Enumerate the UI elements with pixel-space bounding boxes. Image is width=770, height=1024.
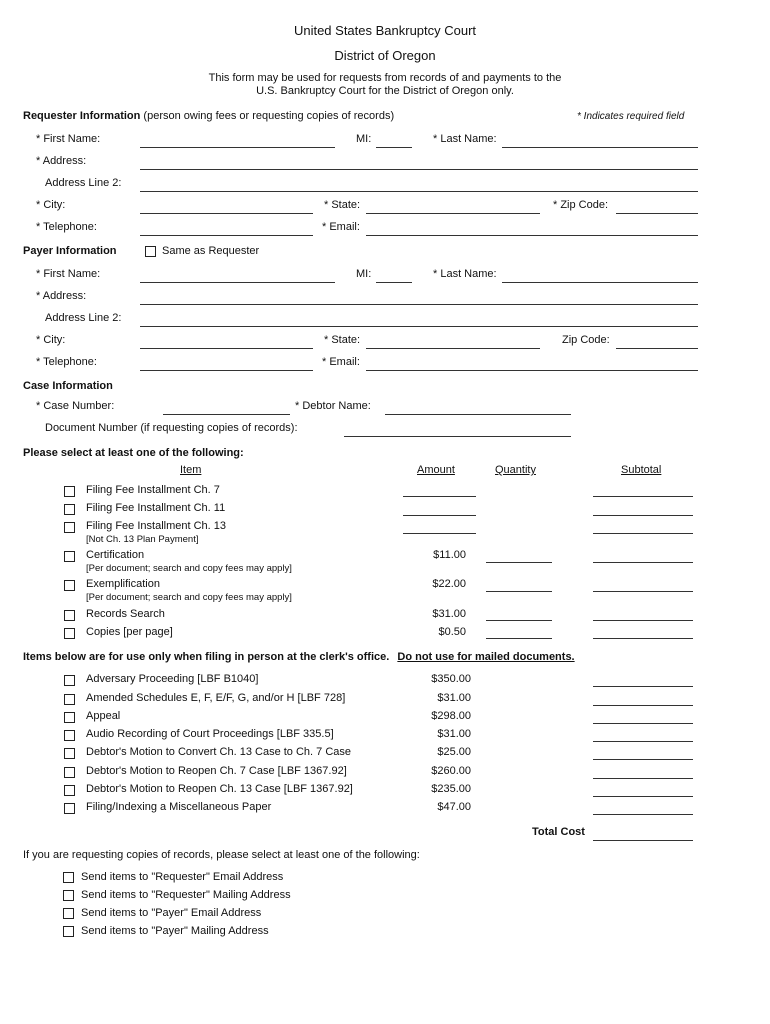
in-person-checkbox[interactable] xyxy=(64,694,75,705)
case-number-label: * Case Number: xyxy=(36,400,115,412)
fee-item-label: Filing Fee Installment Ch. 13 xyxy=(86,520,227,532)
in-person-checkbox[interactable] xyxy=(64,712,75,723)
fee-item-note: [Per document; search and copy fees may apply] xyxy=(86,592,292,603)
col-item-header: Item xyxy=(180,464,202,476)
payer-state-label: * State: xyxy=(324,334,361,346)
payer-mi-label: MI: xyxy=(356,268,372,280)
fee-quantity-field[interactable] xyxy=(486,638,552,639)
case-number-field[interactable] xyxy=(163,414,290,415)
requester-mi-label: MI: xyxy=(356,133,372,145)
fee-item-label: Certification xyxy=(86,549,145,561)
delivery-payer-mail-checkbox[interactable] xyxy=(63,926,74,937)
requester-state-field[interactable] xyxy=(366,213,540,214)
in-person-subtotal-field[interactable] xyxy=(593,778,693,779)
same-as-requester-label: Same as Requester xyxy=(162,245,260,257)
payer-address-field[interactable] xyxy=(140,304,698,305)
in-person-item-label: Debtor's Motion to Reopen Ch. 7 Case [LBF 1367.92] xyxy=(86,765,347,777)
payer-city-field[interactable] xyxy=(140,348,313,349)
in-person-amount: $31.00 xyxy=(437,728,471,740)
in-person-item-label: Filing/Indexing a Miscellaneous Paper xyxy=(86,801,272,813)
requester-address-label: * Address: xyxy=(36,155,87,167)
fee-item-label: Copies [per page] xyxy=(86,626,173,638)
in-person-checkbox[interactable] xyxy=(64,748,75,759)
case-heading: Case Information xyxy=(23,380,113,392)
payer-telephone-field[interactable] xyxy=(140,370,313,371)
fee-amount-field[interactable] xyxy=(403,515,476,516)
payer-state-field[interactable] xyxy=(366,348,540,349)
in-person-amount: $298.00 xyxy=(431,710,471,722)
requester-heading-note: (person owing fees or requesting copies of records) xyxy=(143,110,395,122)
requester-state-label: * State: xyxy=(324,199,361,211)
fee-item-label: Records Search xyxy=(86,608,165,620)
document-number-field[interactable] xyxy=(344,436,571,437)
fee-item-label: Filing Fee Installment Ch. 7 xyxy=(86,484,220,496)
fee-subtotal-field[interactable] xyxy=(593,562,693,563)
delivery-option-label: Send items to "Requester" Mailing Address xyxy=(81,889,291,901)
document-number-label: Document Number (if requesting copies of records): xyxy=(45,422,298,434)
payer-email-field[interactable] xyxy=(366,370,698,371)
fee-amount: $0.50 xyxy=(438,626,466,638)
payer-zip-label: Zip Code: xyxy=(562,334,610,346)
fees-heading: Please select at least one of the following: xyxy=(23,447,244,459)
fee-subtotal-field[interactable] xyxy=(593,496,693,497)
requester-last-name-label: * Last Name: xyxy=(433,133,497,145)
in-person-heading-text: Items below are for use only when filing in person at the clerk's office. xyxy=(23,651,390,663)
debtor-name-field[interactable] xyxy=(385,414,571,415)
in-person-amount: $350.00 xyxy=(431,673,471,685)
payer-heading: Payer Information xyxy=(23,245,117,257)
in-person-checkbox[interactable] xyxy=(64,767,75,778)
fee-amount-field[interactable] xyxy=(403,533,476,534)
delivery-option-label: Send items to "Requester" Email Address xyxy=(81,871,284,883)
requester-first-name-field[interactable] xyxy=(140,147,335,148)
intro-line-1: This form may be used for requests from records of and payments to the xyxy=(208,72,562,84)
fee-quantity-field[interactable] xyxy=(486,620,552,621)
fee-checkbox[interactable] xyxy=(64,610,75,621)
payer-address-label: * Address: xyxy=(36,290,87,302)
fee-checkbox[interactable] xyxy=(64,504,75,515)
court-title: United States Bankruptcy Court xyxy=(293,23,477,38)
in-person-subtotal-field[interactable] xyxy=(593,723,693,724)
payer-first-name-label: * First Name: xyxy=(36,268,101,280)
delivery-payer-email-checkbox[interactable] xyxy=(63,908,74,919)
col-quantity-header: Quantity xyxy=(495,464,536,476)
payer-last-name-label: * Last Name: xyxy=(433,268,497,280)
requester-city-field[interactable] xyxy=(140,213,313,214)
in-person-subtotal-field[interactable] xyxy=(593,759,693,760)
same-as-requester-checkbox[interactable] xyxy=(145,246,156,257)
fee-subtotal-field[interactable] xyxy=(593,533,693,534)
payer-address2-field[interactable] xyxy=(140,326,698,327)
delivery-requester-email-checkbox[interactable] xyxy=(63,872,74,883)
fee-quantity-field[interactable] xyxy=(486,562,552,563)
delivery-prompt: If you are requesting copies of records, please select at least one of the following: xyxy=(23,849,420,861)
in-person-heading xyxy=(23,651,575,664)
requester-address2-field[interactable] xyxy=(140,191,698,192)
fee-item-label: Filing Fee Installment Ch. 11 xyxy=(86,502,226,514)
district-title: District of Oregon xyxy=(334,48,436,63)
requester-last-name-field[interactable] xyxy=(502,147,698,148)
fee-checkbox[interactable] xyxy=(64,628,75,639)
payer-zip-field[interactable] xyxy=(616,348,698,349)
in-person-checkbox[interactable] xyxy=(64,803,75,814)
intro-line-2: U.S. Bankruptcy Court for the District of Oregon only. xyxy=(256,85,514,97)
fee-checkbox[interactable] xyxy=(64,486,75,497)
in-person-subtotal-field[interactable] xyxy=(593,705,693,706)
fee-item-label: Exemplification xyxy=(86,578,160,590)
requester-address2-label: Address Line 2: xyxy=(45,177,122,189)
payer-last-name-field[interactable] xyxy=(502,282,698,283)
requester-address-field[interactable] xyxy=(140,169,698,170)
fee-amount-field[interactable] xyxy=(403,496,476,497)
in-person-checkbox[interactable] xyxy=(64,675,75,686)
fee-checkbox[interactable] xyxy=(64,580,75,591)
payer-city-label: * City: xyxy=(36,334,66,346)
fee-amount: $22.00 xyxy=(432,578,466,590)
fee-subtotal-field[interactable] xyxy=(593,638,693,639)
delivery-requester-mail-checkbox[interactable] xyxy=(63,890,74,901)
fee-item-note: [Not Ch. 13 Plan Payment] xyxy=(86,534,199,545)
requester-telephone-label: * Telephone: xyxy=(36,221,97,233)
requester-mi-field[interactable] xyxy=(376,147,412,148)
in-person-item-label: Debtor's Motion to Reopen Ch. 13 Case [LBF 1367.92] xyxy=(86,783,353,795)
delivery-option-label: Send items to "Payer" Mailing Address xyxy=(81,925,269,937)
payer-telephone-label: * Telephone: xyxy=(36,356,97,368)
payer-address2-label: Address Line 2: xyxy=(45,312,122,324)
payer-first-name-field[interactable] xyxy=(140,282,335,283)
fee-amount: $31.00 xyxy=(432,608,466,620)
requester-heading-text: Requester Information xyxy=(23,110,141,122)
requester-heading xyxy=(23,110,394,123)
fee-checkbox[interactable] xyxy=(64,551,75,562)
in-person-amount: $235.00 xyxy=(431,783,471,795)
fee-quantity-field[interactable] xyxy=(486,591,552,592)
requester-telephone-field[interactable] xyxy=(140,235,313,236)
fee-amount: $11.00 xyxy=(433,549,466,561)
col-subtotal-header: Subtotal xyxy=(621,464,662,476)
in-person-subtotal-field[interactable] xyxy=(593,814,693,815)
in-person-item-label: Appeal xyxy=(86,710,121,722)
requester-zip-label: * Zip Code: xyxy=(553,199,609,211)
in-person-checkbox[interactable] xyxy=(64,785,75,796)
col-amount-header: Amount xyxy=(417,464,455,476)
fee-item-note: [Per document; search and copy fees may apply] xyxy=(86,563,292,574)
payer-mi-field[interactable] xyxy=(376,282,412,283)
fee-checkbox[interactable] xyxy=(64,522,75,533)
in-person-item-label: Adversary Proceeding [LBF B1040] xyxy=(86,673,259,685)
delivery-option-label: Send items to "Payer" Email Address xyxy=(81,907,262,919)
required-field-note: * Indicates required field xyxy=(577,111,685,122)
fee-subtotal-field[interactable] xyxy=(593,620,693,621)
in-person-subtotal-field[interactable] xyxy=(593,686,693,687)
fee-subtotal-field[interactable] xyxy=(593,515,693,516)
in-person-amount: $25.00 xyxy=(437,746,471,758)
in-person-item-label: Audio Recording of Court Proceedings [LBF 335.5] xyxy=(86,728,334,740)
total-cost-label: Total Cost xyxy=(532,826,585,838)
debtor-name-label: * Debtor Name: xyxy=(295,400,371,412)
requester-city-label: * City: xyxy=(36,199,66,211)
in-person-item-label: Debtor's Motion to Convert Ch. 13 Case to Ch. 7 Case xyxy=(86,746,352,758)
in-person-heading-warning: Do not use for mailed documents. xyxy=(397,651,575,663)
in-person-amount: $31.00 xyxy=(437,692,471,704)
payer-email-label: * Email: xyxy=(322,356,360,368)
total-cost-field[interactable] xyxy=(593,840,693,841)
requester-zip-field[interactable] xyxy=(616,213,698,214)
fee-subtotal-field[interactable] xyxy=(593,591,693,592)
requester-email-field[interactable] xyxy=(366,235,698,236)
in-person-subtotal-field[interactable] xyxy=(593,741,693,742)
requester-first-name-label: * First Name: xyxy=(36,133,101,145)
in-person-amount: $260.00 xyxy=(431,765,471,777)
requester-email-label: * Email: xyxy=(322,221,360,233)
in-person-amount: $47.00 xyxy=(437,801,471,813)
in-person-subtotal-field[interactable] xyxy=(593,796,693,797)
in-person-item-label: Amended Schedules E, F, E/F, G, and/or H [LBF 728] xyxy=(86,692,346,704)
in-person-checkbox[interactable] xyxy=(64,730,75,741)
